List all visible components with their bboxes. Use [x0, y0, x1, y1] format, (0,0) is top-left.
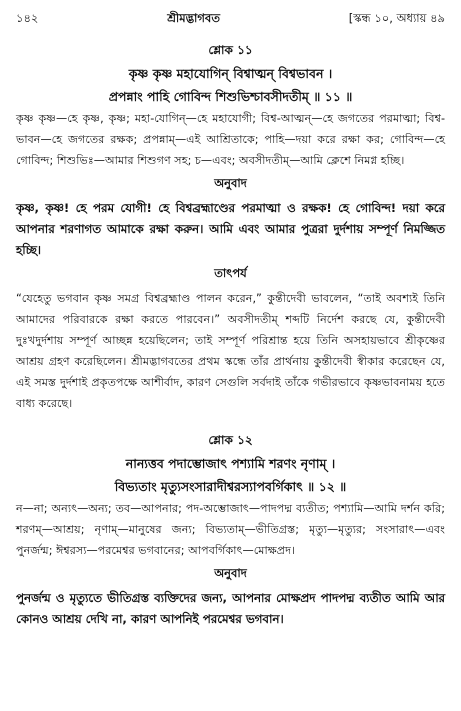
translation-heading: অনুবাদ: [214, 566, 247, 580]
section-reference: [স্কন্ধ ১০, অধ্যায় ৪৯: [348, 11, 445, 25]
purport: “যেহেতু ভগবান কৃষ্ণ সমগ্র বিশ্বব্রহ্মাণ্ড পালন করেন,” কুন্তীদেবী ভাবলেন, “তাই অবশ্যই তিনি আমাদের পরিবারকে রক্ষা করতে পারবেন।” অবসীদতীম্‌ শব্দটি নির্দেশ করছে যে, কুন্তীদেবী দুঃখদুর্দশায় সম্পূর্ণ আচ্ছন্ন হয়েছিলেন; তাই সম্পূর্ণ পরিশ্রান্ত হয়ে তিনি অসহায়ভাবে শ্রীকৃষ্ণের আশ্রয় গ্রহণ করেছিলেন। শ্রীমদ্ভাগবতের প্রথম স্কন্ধে তাঁর প্রার্থনায় কুন্তীদেবী স্বীকার করেছেন যে, এই সমস্ত দুর্দশাই প্রকৃতপক্ষে আশীর্বাদ, কারণ সেগুলি সর্বদাই তাঁকে গভীরভাবে কৃষ্ণভাবনাময় হতে বাধ্য করেছে।: [16, 292, 445, 410]
page-header: [10, 8, 451, 32]
book-title: শ্রীমদ্ভাগবত: [167, 11, 220, 25]
verse-12: [10, 432, 451, 630]
verse-line: বিভ্যতাং মৃত্যুসংসারাদীশ্বরস্যাপবর্গিকাৎ ॥ ১২ ॥: [114, 479, 347, 494]
translation: কৃষ্ণ, কৃষ্ণ! হে পরম যোগী! হে বিশ্বব্রহ্মাণ্ডের পরমাত্মা ও রক্ষক! হে গোবিন্দ! দয়া করে আপনার শরণাগত আমাকে রক্ষা করুন। আমি এবং আমার পুত্ররা দুর্দশায় সম্পূর্ণ নিমজ্জিত হচ্ছি।: [16, 201, 445, 257]
verse-line: নান্যত্তব পদাম্ভোজাৎ পশ্যামি শরণং নৃণাম্‌ ।: [125, 456, 336, 471]
translation: পুনর্জন্ম ও মৃত্যুতে ভীতিগ্রস্ত ব্যক্তিদের জন্য, আপনার মোক্ষপ্রদ পাদপদ্ম ব্যতীত আমি আর কোনও আশ্রয় দেখি না, কারণ আপনিই পরমেশ্বর ভগবান।: [16, 591, 445, 626]
verse-line: কৃষ্ণ কৃষ্ণ মহাযোগিন্‌ বিশ্বাত্মন্‌ বিশ্বভাবন ।: [128, 66, 333, 81]
verse-line: প্রপন্নাং পাহি গোবিন্দ শিশুভিশ্চাবসীদতীম্‌ ॥ ১১ ॥: [108, 89, 353, 104]
synonyms: ন—না; অন্যৎ—অন্য; তব—আপনার; পদ-অম্ভোজাৎ—পাদপদ্ম ব্যতীত; পশ্যামি—আমি দর্শন করি; শরণম্‌—আশ্রয়; নৃণাম্‌—মানুষের জন্য; বিভ্যতাম্‌—ভীতিগ্রস্ত; মৃত্যু—মৃত্যুর; সংসারাৎ—এবং পুনর্জন্ম; ঈশ্বরস্য—পরমেশ্বর ভগবানের; আপবর্গিকাৎ—মোক্ষপ্রদ।: [16, 502, 445, 557]
purport-heading: তাৎপর্য: [214, 266, 247, 280]
book-page: [10, 8, 451, 630]
verse-11: [10, 42, 451, 414]
verse-label: শ্লোক ১২: [208, 433, 253, 447]
page-number: ১৪২: [16, 11, 39, 25]
translation-heading: অনুবাদ: [214, 176, 247, 190]
verse-label: শ্লোক ১১: [208, 43, 253, 57]
synonyms: কৃষ্ণ কৃষ্ণ—হে কৃষ্ণ, কৃষ্ণ; মহা-যোগিন্‌—হে মহাযোগী; বিশ্ব-আত্মন্‌—হে জগতের পরমাত্মা; বিশ্ব-ভাবন—হে জগতের রক্ষক; প্রপন্নাম্‌—এই আশ্রিতাকে; পাহি—দয়া করে রক্ষা কর; গোবিন্দ—হে গোবিন্দ; শিশুভিঃ—আমার শিশুগণ সহ; চ—এবং; অবসীদতীম্‌—আমি ক্লেশে নিমগ্ন হচ্ছি।: [16, 112, 445, 167]
